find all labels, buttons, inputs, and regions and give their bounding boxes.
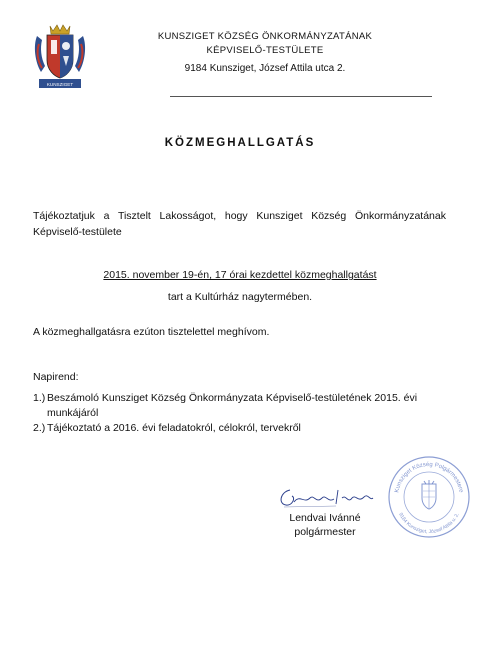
organization-body: KÉPVISELŐ-TESTÜLETE <box>206 45 324 56</box>
invitation-text: A közmeghallgatásra ezúton tisztelettel meghívom. <box>33 326 270 338</box>
agenda-item-number: 1.) <box>33 392 46 404</box>
handwritten-signature <box>276 484 376 510</box>
organization-name: KUNSZIGET KÖZSÉG ÖNKORMÁNYZATÁNAK <box>157 31 373 42</box>
letterhead <box>100 30 430 76</box>
crest-banner-text: KUNSZIGET <box>46 81 74 87</box>
signatory-name: Lendvai Ivánné <box>289 512 361 524</box>
svg-text:9184 Kunsziget, József Attila <box>397 512 461 535</box>
agenda-item-text: Tájékoztató a 2016. évi feladatokról, célokról, tervekről <box>47 422 301 434</box>
official-stamp-icon <box>386 454 472 540</box>
coat-of-arms-icon <box>33 22 87 90</box>
agenda-item <box>33 391 453 421</box>
intro-paragraph: Tájékoztatjuk a Tisztelt Lakosságot, hogy Kunsziget Község Önkormányzatának Képviselő-testülete <box>33 210 446 238</box>
agenda-list <box>33 391 453 436</box>
stamp-bottom-text: 9184 Kunsziget, József Attila u. 2. <box>397 511 461 536</box>
stamp-top-text: Kunsziget Község Polgármestere <box>394 461 464 494</box>
agenda-heading: Napirend: <box>33 371 79 383</box>
organization-address: 9184 Kunsziget, József Attila utca 2. <box>184 63 346 74</box>
event-datetime: 2015. november 19-én, 17 órai kezdettel közmeghallgatást <box>103 269 377 281</box>
agenda-item-number: 2.) <box>33 422 46 434</box>
signatory-role: polgármester <box>294 526 356 538</box>
agenda-item <box>33 421 453 436</box>
event-place: tart a Kultúrház nagytermében. <box>167 291 313 303</box>
letterhead-divider <box>170 96 432 97</box>
agenda-item-text: Beszámoló Kunsziget Község Önkormányzata Képviselő-testületének 2015. évi munkájáról <box>47 392 418 419</box>
document-title: KÖZMEGHALLGATÁS <box>164 137 316 149</box>
